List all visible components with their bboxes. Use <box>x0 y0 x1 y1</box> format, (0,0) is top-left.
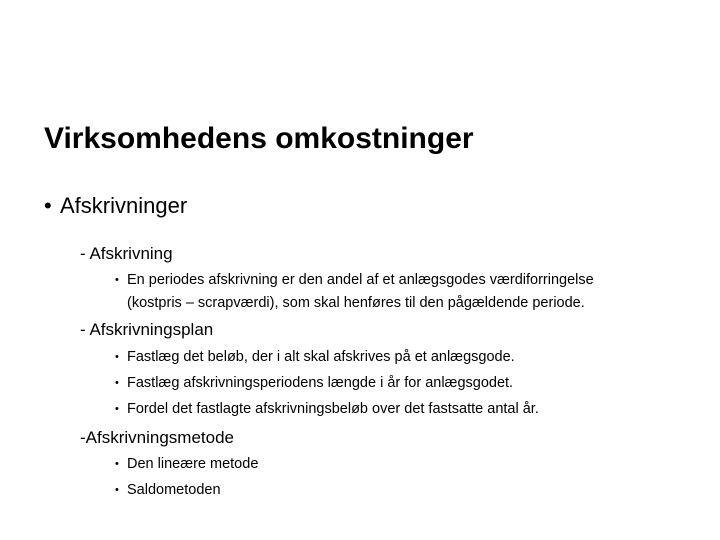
item-text: Fastlæg afskrivningsperiodens længde i år for anlægsgodet. <box>127 375 514 391</box>
list-item-definition-cont: (kostpris – scrapværdi), som skal henføres til den pågældende periode. <box>127 295 585 311</box>
list-item-plan-1 <box>115 349 515 365</box>
sub-bullet: • <box>115 403 119 415</box>
sub-bullet: • <box>115 458 119 470</box>
item-text: Fastlæg det beløb, der i alt skal afskrives på et anlægsgode. <box>127 349 515 365</box>
item-text: Fordel det fastlagte afskrivningsbeløb over det fastsatte antal år. <box>127 401 539 417</box>
heading-afskrivningsmetode: -Afskrivningsmetode <box>80 428 235 447</box>
item-text: Den lineære metode <box>127 456 259 472</box>
sub-bullet: • <box>115 484 119 496</box>
bullet-dot: • <box>44 193 52 218</box>
sub-bullet: • <box>115 274 119 286</box>
list-item-method-2 <box>115 482 221 498</box>
item-text: Saldometoden <box>127 482 221 498</box>
slide-title: Virksomhedens omkostninger <box>44 122 474 155</box>
heading-afskrivningsplan: - Afskrivningsplan <box>80 320 214 339</box>
list-item-method-1 <box>115 456 258 472</box>
list-item-plan-3 <box>115 401 539 417</box>
sub-bullet: • <box>115 377 119 389</box>
bullet-text: Afskrivninger <box>60 193 188 218</box>
list-item-definition <box>115 272 594 288</box>
item-text: En periodes afskrivning er den andel af et anlægsgodes værdiforringelse <box>127 272 594 288</box>
bullet-afskrivninger <box>44 193 187 219</box>
heading-afskrivning: - Afskrivning <box>80 244 173 263</box>
sub-bullet: • <box>115 351 119 363</box>
list-item-plan-2 <box>115 375 513 391</box>
